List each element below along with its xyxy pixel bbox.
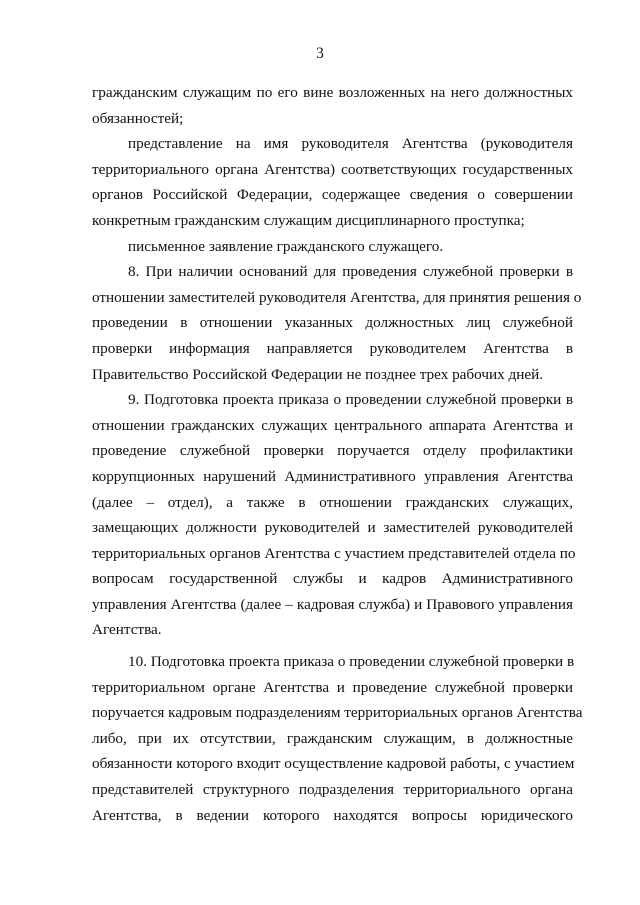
text-line: вопросам государственной службы и кадров Административного (92, 570, 573, 588)
text-line: 9. Подготовка проекта приказа о проведении служебной проверки в (128, 391, 573, 409)
text-line: обязанности которого входит осуществление кадровой работы, с участием (92, 755, 575, 773)
text-line: органов Российской Федерации, содержащее сведения о совершении (92, 186, 573, 204)
text-line: конкретным гражданским служащим дисциплинарного проступка; (92, 211, 525, 229)
text-line: представление на имя руководителя Агентства (руководителя (128, 135, 573, 153)
text-line: либо, при их отсутствии, гражданским служащим, в должностные (92, 729, 573, 747)
text-line: территориальном органе Агентства и проведение служебной проверки (92, 678, 573, 696)
text-line: коррупционных нарушений Административного управления Агентства (92, 467, 573, 485)
text-line: проверки информация направляется руководителем Агентства в (92, 339, 573, 357)
text-line: 8. При наличии оснований для проведения служебной проверки в (128, 263, 573, 281)
text-line: обязанностей; (92, 109, 184, 127)
document-body (92, 80, 583, 828)
text-line: территориальных органов Агентства с участием представителей отдела по (92, 544, 576, 562)
text-line: 10. Подготовка проекта приказа о проведении служебной проверки в (128, 653, 575, 671)
text-line: письменное заявление гражданского служащего. (128, 237, 444, 255)
text-line: территориального органа Агентства) соответствующих государственных (92, 160, 573, 178)
text-line: Агентства, в ведении которого находятся вопросы юридического (92, 806, 573, 824)
text-line: поручается кадровым подразделениям территориальных органов Агентства (92, 704, 583, 722)
text-line: замещающих должности руководителей и заместителей руководителей (92, 519, 573, 537)
text-line: (далее – отдел), а также в отношении гражданских служащих, (92, 493, 573, 511)
text-line: Агентства. (92, 621, 162, 639)
text-line: управления Агентства (далее – кадровая служба) и Правового управления (92, 595, 573, 613)
text-line: Правительство Российской Федерации не позднее трех рабочих дней. (92, 365, 544, 383)
text-line: отношении заместителей руководителя Агентства, для принятия решения о (92, 288, 582, 306)
text-line: проведении в отношении указанных должностных лиц служебной (92, 314, 573, 332)
text-line: представителей структурного подразделения территориального органа (92, 781, 573, 799)
text-line: проведение служебной проверки поручается отделу профилактики (92, 442, 573, 460)
page-number: 3 (316, 45, 324, 62)
text-line: отношении гражданских служащих центрального аппарата Агентства и (92, 416, 573, 434)
text-line: гражданским служащим по его вине возложенных на него должностных (92, 84, 573, 101)
